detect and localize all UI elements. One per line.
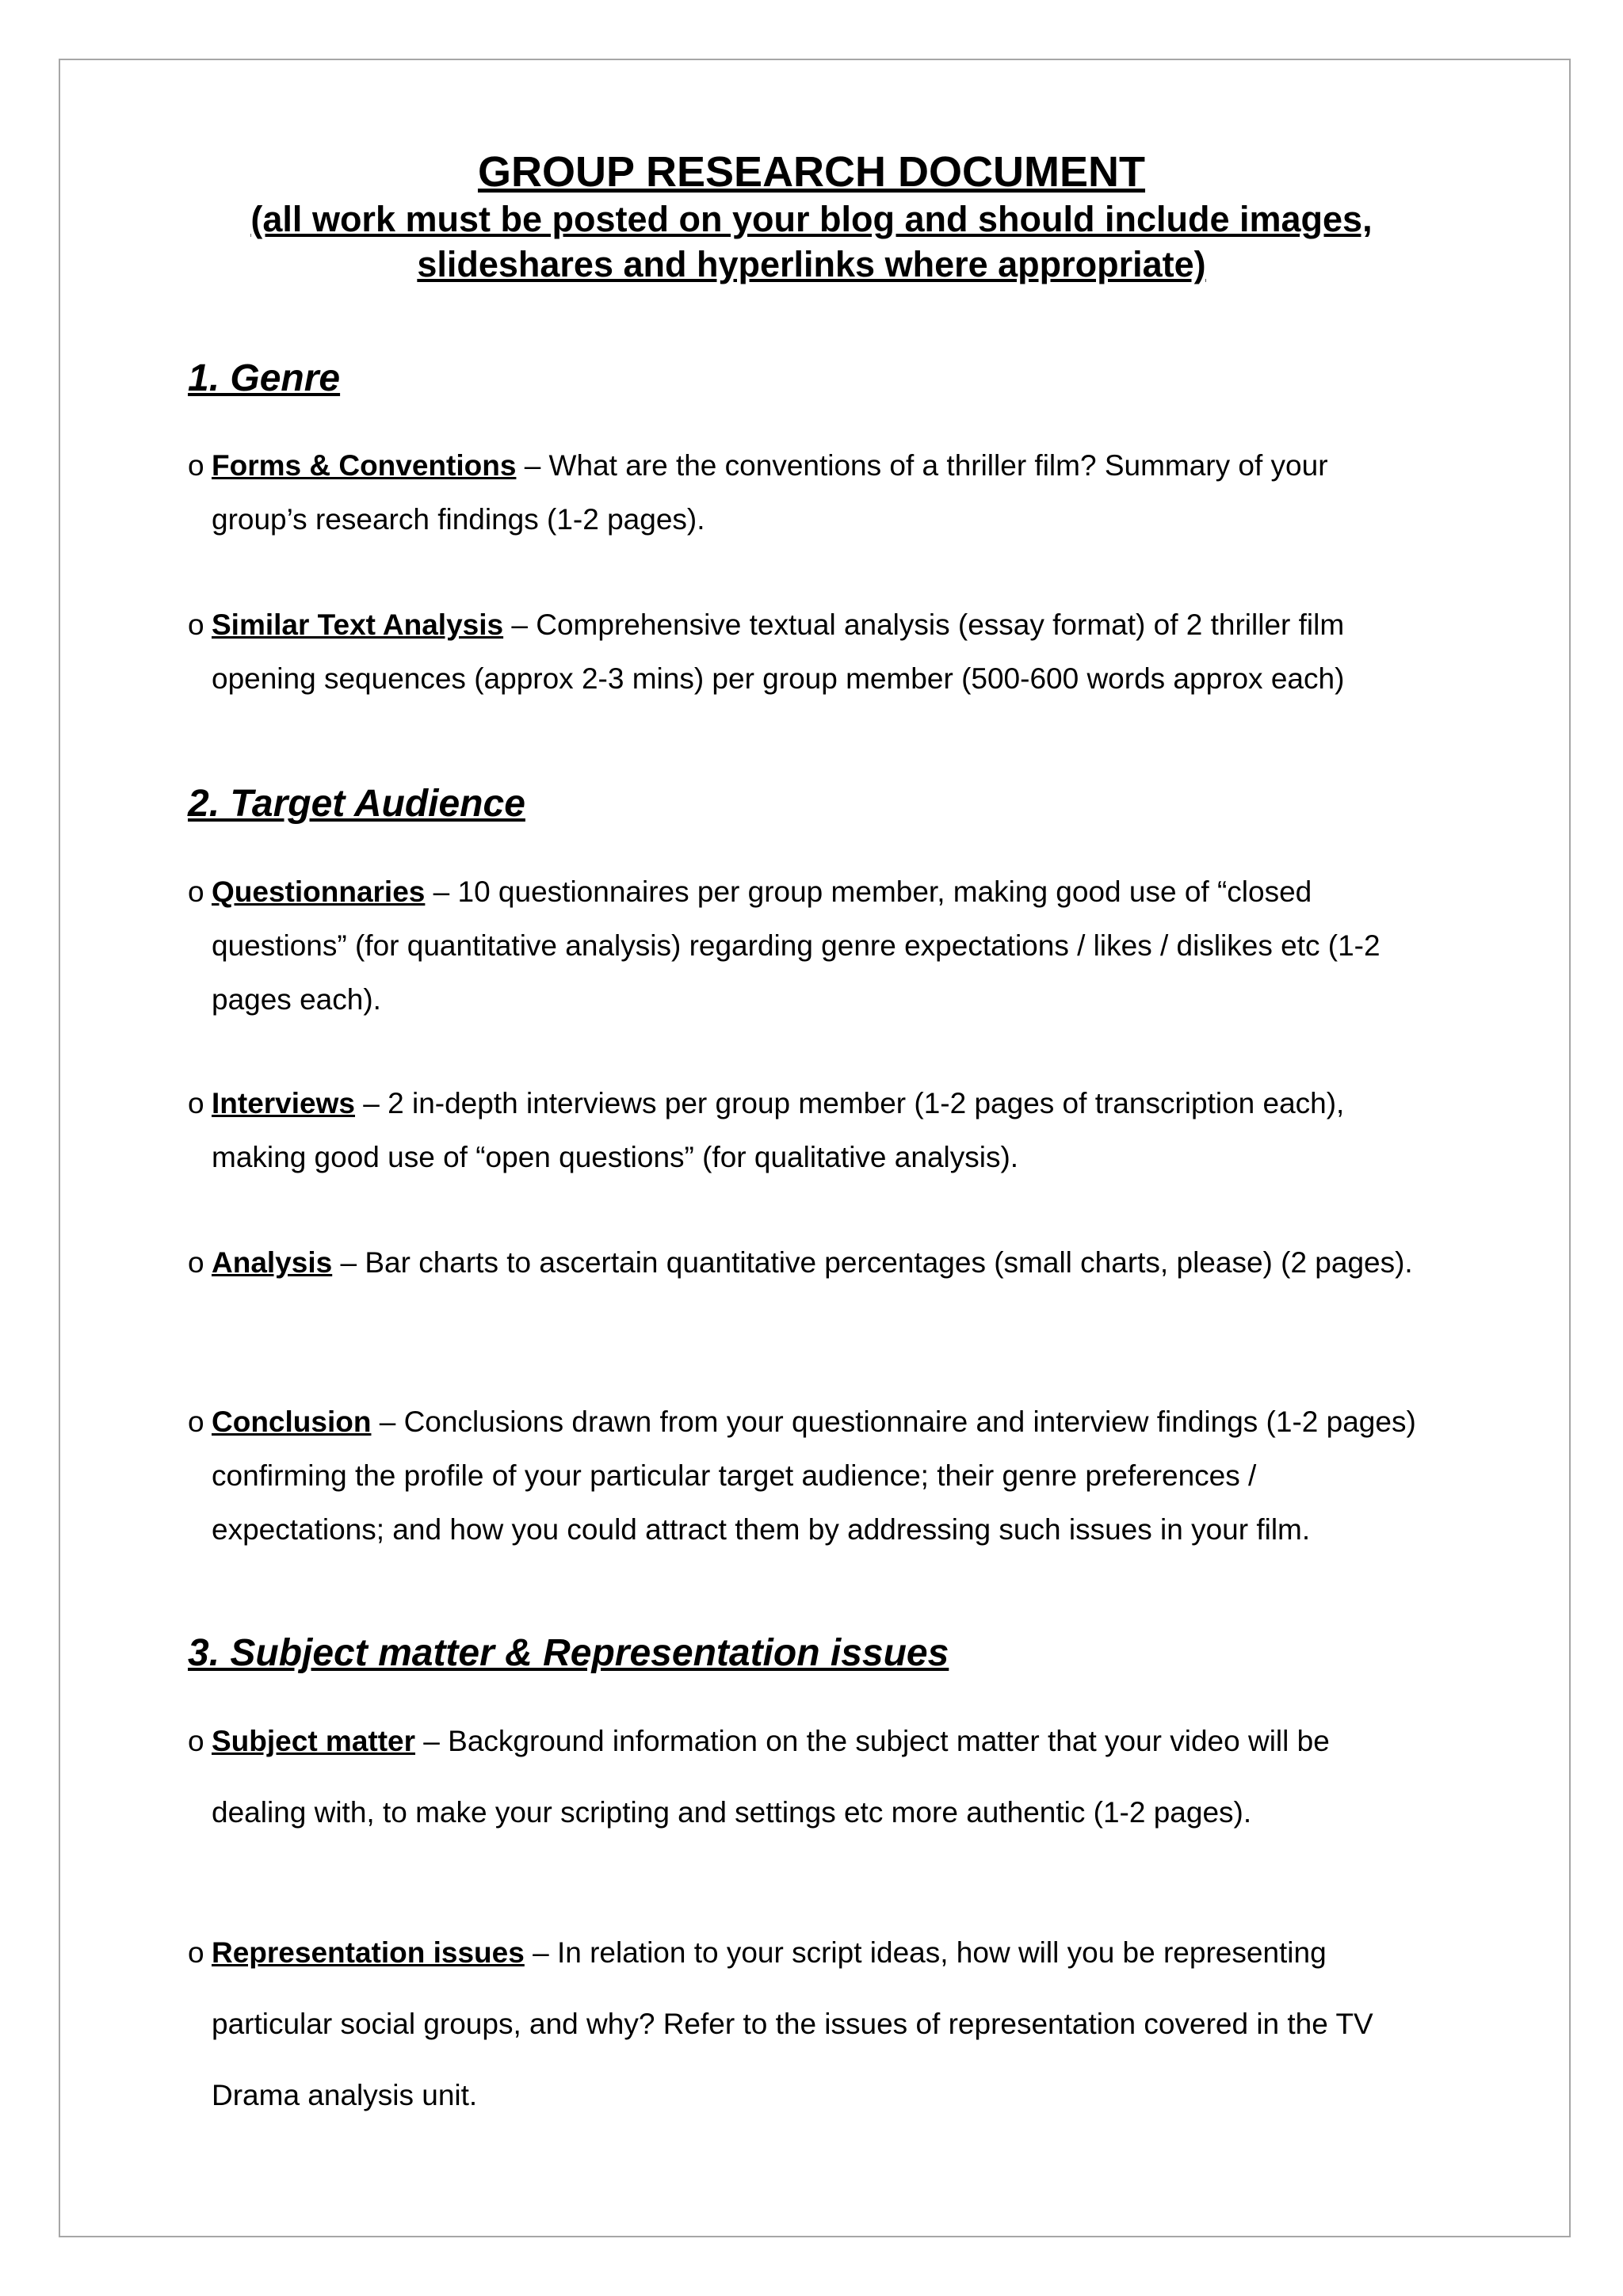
item-description: – Comprehensive textual analysis (essay format) of 2 thriller film opening sequences (approx 2-3 mins) per group member (500-600 words approx each) <box>212 608 1345 695</box>
section-heading-subject-representation: 3. Subject matter & Representation issues <box>188 1632 949 1674</box>
bullet-marker: o <box>188 1246 204 1279</box>
document-header <box>0 147 1623 287</box>
bullet-marker: o <box>188 875 204 908</box>
bullet-marker: o <box>188 1087 204 1119</box>
bullet-marker: o <box>188 1405 204 1438</box>
list-item-subject-matter <box>188 1706 1424 1848</box>
document-title: GROUP RESEARCH DOCUMENT <box>477 148 1146 196</box>
item-term: Analysis <box>212 1246 333 1279</box>
list-item-similar-text-analysis <box>188 598 1424 706</box>
item-description: – In relation to your script ideas, how will you be representing particular social groups, and why? Refer to the issues of representation covered in the TV Drama analysis unit. <box>212 1936 1373 2111</box>
list-item-analysis <box>188 1236 1424 1290</box>
bullet-marker: o <box>188 449 204 482</box>
section-heading-genre: 1. Genre <box>188 357 341 399</box>
document-subtitle: (all work must be posted on your blog and should include images, slideshares and hyperlinks where appropriate) <box>250 199 1373 284</box>
item-term: Conclusion <box>212 1405 372 1438</box>
item-term: Interviews <box>212 1087 355 1119</box>
bullet-marker: o <box>188 1936 204 1969</box>
section-heading-target-audience: 2. Target Audience <box>188 783 525 825</box>
item-description: – 10 questionnaires per group member, making good use of “closed questions” (for quantitative analysis) regarding genre expectations / likes / dislikes etc (1-2 pages each). <box>212 875 1381 1016</box>
list-item-conclusion <box>188 1395 1424 1557</box>
item-description: – 2 in-depth interviews per group member (1-2 pages of transcription each), making good use of “open questions” (for qualitative analysis). <box>212 1087 1345 1173</box>
bullet-marker: o <box>188 1725 204 1757</box>
item-term: Similar Text Analysis <box>212 608 504 641</box>
item-description: – Background information on the subject matter that your video will be dealing with, to make your scripting and settings etc more authentic (1-2 pages). <box>212 1725 1330 1829</box>
list-item-interviews <box>188 1077 1424 1184</box>
item-term: Representation issues <box>212 1936 525 1969</box>
list-item-forms-conventions <box>188 439 1424 547</box>
bullet-marker: o <box>188 608 204 641</box>
item-description: – Bar charts to ascertain quantitative percentages (small charts, please) (2 pages). <box>332 1246 1413 1279</box>
item-term: Questionnaries <box>212 875 426 908</box>
item-term: Forms & Conventions <box>212 449 517 482</box>
list-item-questionnaries <box>188 865 1424 1027</box>
item-description: – What are the conventions of a thriller film? Summary of your group’s research findings (1-2 pages). <box>212 449 1328 536</box>
item-description: – Conclusions drawn from your questionnaire and interview findings (1-2 pages) confirming the profile of your particular target audience; their genre preferences / expectations; and how you could attract them by addressing such issues in your film. <box>212 1405 1416 1546</box>
list-item-representation-issues <box>188 1917 1424 2131</box>
item-term: Subject matter <box>212 1725 416 1757</box>
